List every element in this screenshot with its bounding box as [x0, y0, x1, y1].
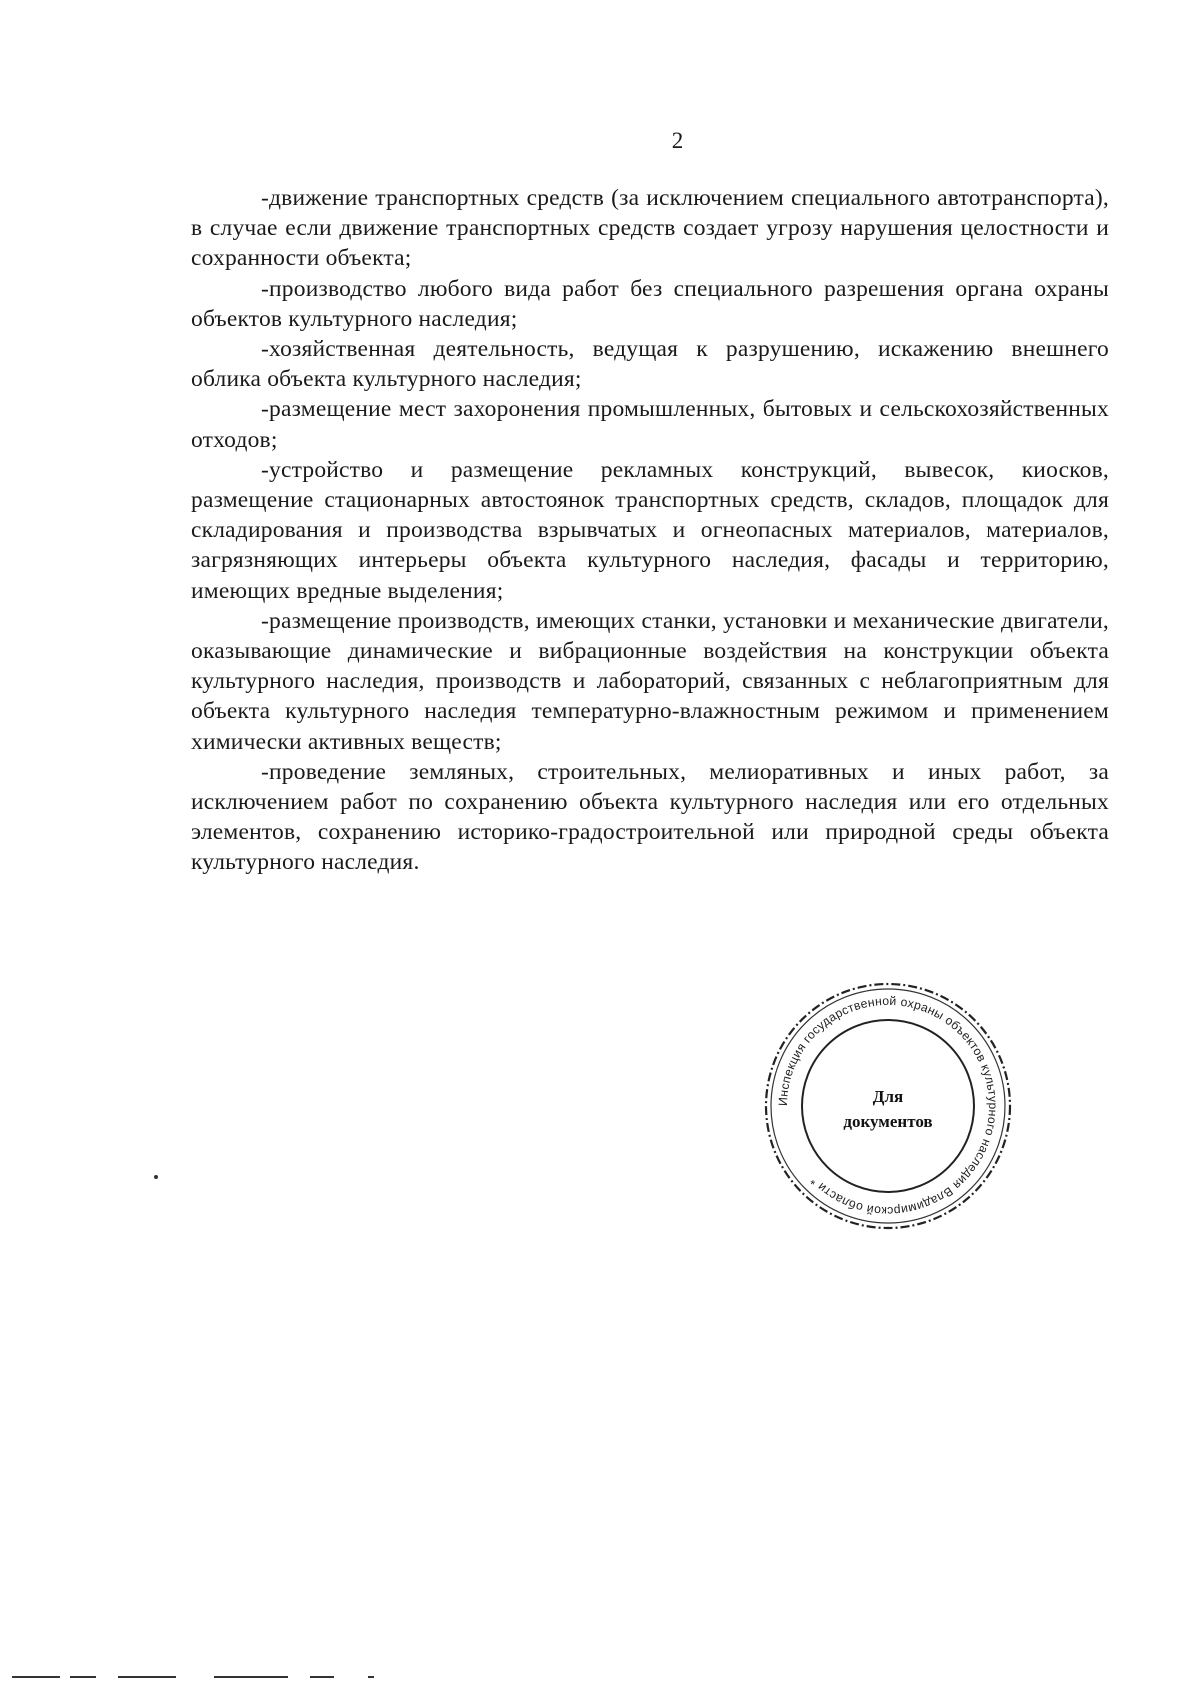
paragraph-works-without-permit: -производство любого вида работ без специального разрешения органа охраны объектов культурного наследия;	[191, 275, 1109, 332]
paragraph-economic-activity: -хозяйственная деятельность, ведущая к разрушению, искажению внешнего облика объекта культурного наследия;	[191, 336, 1109, 393]
seal-center-line2: документов	[843, 1112, 933, 1131]
scan-mark	[368, 1676, 374, 1678]
scan-mark	[118, 1676, 176, 1678]
page-number: 2	[671, 128, 684, 153]
paragraph-waste-disposal: -размещение мест захоронения промышленных, бытовых и сельскохозяйственных отходов;	[191, 396, 1109, 453]
stray-dot	[154, 1175, 158, 1179]
seal-center-line1: Для	[872, 1087, 904, 1106]
scan-mark	[12, 1676, 60, 1678]
seal-ring-text: Инспекция государственной охраны объектов культурного наследия Владимирской области *	[775, 993, 1001, 1219]
paragraph-earthworks: -проведение земляных, строительных, мелиоративных и иных работ, за исключением работ по сохранению объекта культурного наследия или его отдельных элементов, сохранению историко-градостроительной или природной среды объекта культурного наследия.	[191, 758, 1109, 876]
paragraph-vehicle-traffic: -движение транспортных средств (за исключением специального автотранспорта), в случае если движение транспортных средств создает угрозу нарушения целостности и сохранности объекта;	[191, 185, 1109, 272]
scan-edge-marks	[0, 1676, 380, 1682]
paragraph-production-facilities: -размещение производств, имеющих станки, установки и механические двигатели, оказывающие динамические и вибрационные воздействия на конструкции объекта культурного наследия, производств и лабораторий, связанных с неблагоприятным для объекта культурного наследия температурно-влажностным режимом и применением химически активных веществ;	[191, 607, 1109, 755]
scan-mark	[310, 1676, 334, 1678]
document-body	[191, 183, 1109, 878]
paragraph-advertising-structures: -устройство и размещение рекламных конструкций, вывесок, киосков, размещение стационарных автостоянок транспортных средств, складов, площадок для складирования и производства взрывчатых и огнеопасных материалов, материалов, загрязняющих интерьеры объекта культурного наследия, фасады и территорию, имеющих вредные выделения;	[191, 456, 1109, 604]
official-seal	[760, 978, 1016, 1234]
seal-center-text	[760, 1084, 1016, 1134]
scan-mark	[214, 1676, 288, 1678]
scan-mark	[70, 1676, 96, 1678]
